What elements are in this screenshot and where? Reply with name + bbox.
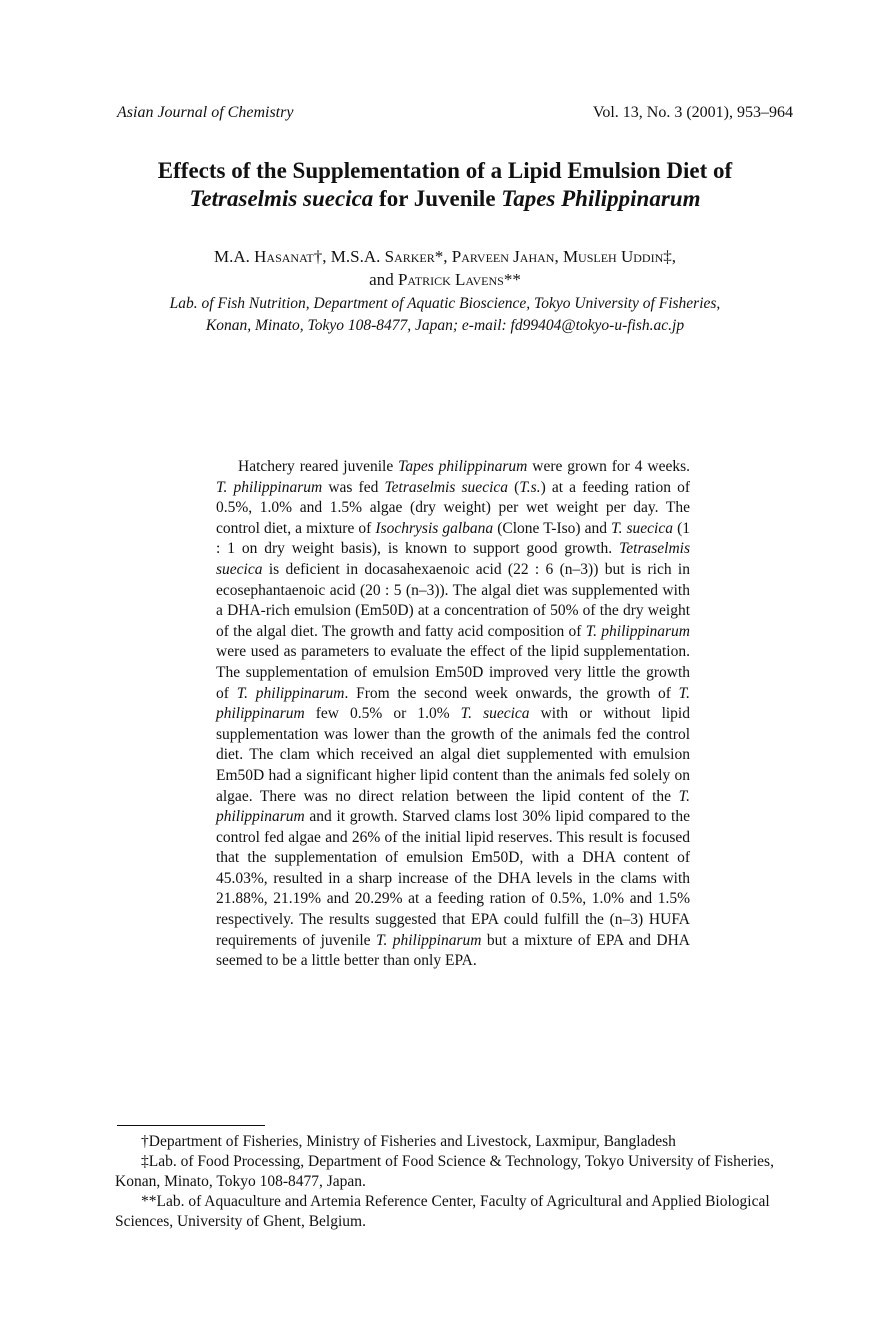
author-4-mark: ‡, — [663, 247, 676, 266]
footnote-rule — [117, 1125, 265, 1126]
abstract: Hatchery reared juvenile Tapes philippinarum were grown for 4 weeks. T. philippinarum was fed Tetraselmis suecica (T.s.) at a feeding ration of 0.5%, 1.0% and 1.5% algae (dry weight) per wet weight per day. The control diet, a mixture of Isochrysis galbana (Clone T-Iso) and T. suecica (1 : 1 on dry weight basis), is known to support good growth. Tetraselmis suecica is deficient in docasahexaenoic acid (22 : 6 (n–3)) but is rich in ecosephantaenoic acid (20 : 5 (n–3)). The algal diet was supplemented with a DHA-rich emulsion (Em50D) at a concentration of 50% of the dry weight of the algal diet. The growth and fatty acid composition of T. philippinarum were used as parameters to evaluate the effect of the lipid supplementation. The supplementation of emulsion Em50D improved very little the growth of T. philippinarum. From the second week onwards, the growth of T. philippinarum few 0.5% or 1.0% T. suecica with or without lipid supplementation was lower than the growth of the animals fed the control diet. The clam which received an algal diet supplemented with emulsion Em50D had a significant higher lipid content than the animals fed solely on algae. There was no direct relation between the lipid content of the T. philippinarum and it growth. Starved clams lost 30% lipid compared to the control fed algae and 26% of the initial lipid reserves. This result is focused that the supplementation of emulsion Em50D, with a DHA content of 45.03%, resulted in a sharp increase of the DHA levels in the clams with 21.88%, 21.19% and 20.29% at a feeding ration of 0.5%, 1.0% and 1.5% respectively. The results suggested that EPA could fulfill the (n–3) HUFA requirements of juvenile T. philippinarum but a mixture of EPA and DHA seemed to be a little better than only EPA. — [216, 458, 691, 970]
title-species-1: Tetraselmis suecica — [189, 186, 374, 211]
author-line-1 — [0, 245, 890, 268]
author-2-initials: M.S.A. — [330, 247, 385, 266]
affiliation-line-2: Konan, Minato, Tokyo 108-8477, Japan; e-mail: fd99404@tokyo-u-fish.ac.jp — [205, 317, 685, 334]
author-line-2 — [0, 268, 890, 291]
title-line-1: Effects of the Supplementation of a Lipid Emulsion Diet of — [157, 158, 733, 183]
title-mid: for Juvenile — [373, 186, 502, 211]
footnotes — [115, 1132, 791, 1232]
author-5-and: and — [369, 270, 398, 289]
author-list — [0, 245, 890, 291]
author-5-mark: ** — [503, 270, 521, 289]
author-1-name: Hasanat — [254, 247, 314, 266]
affiliation-line-1: Lab. of Fish Nutrition, Department of Aquatic Bioscience, Tokyo University of Fisheries, — [169, 295, 721, 312]
title-species-2: Tapes Philippinarum — [501, 186, 701, 211]
title-line-2 — [0, 185, 890, 213]
author-1-initials: M.A. — [213, 247, 255, 266]
affiliation — [0, 293, 890, 337]
author-1-mark: †, — [313, 247, 331, 266]
footnote-2: ‡Lab. of Food Processing, Department of Food Science & Technology, Tokyo University of Fisheries, Konan, Minato, Tokyo 108-8477, Japan. — [115, 1153, 774, 1190]
author-4-name: Musleh Uddin — [562, 247, 664, 266]
volume-info: Vol. 13, No. 3 (2001), 953–964 — [592, 104, 793, 121]
paper-title — [0, 157, 890, 213]
footnote-3: **Lab. of Aquaculture and Artemia Reference Center, Faculty of Agricultural and Applied Biological Sciences, University of Ghent, Belgium. — [115, 1193, 770, 1230]
author-2-name: Sarker — [384, 247, 435, 266]
author-5-name: Patrick Lavens — [397, 270, 504, 289]
author-3-name: Parveen Jahan — [451, 247, 555, 266]
author-2-mark: *, — [434, 247, 452, 266]
author-3-sep: , — [554, 247, 563, 266]
footnote-1: †Department of Fisheries, Ministry of Fisheries and Livestock, Laxmipur, Bangladesh — [141, 1133, 676, 1150]
journal-name: Asian Journal of Chemistry — [117, 104, 294, 121]
